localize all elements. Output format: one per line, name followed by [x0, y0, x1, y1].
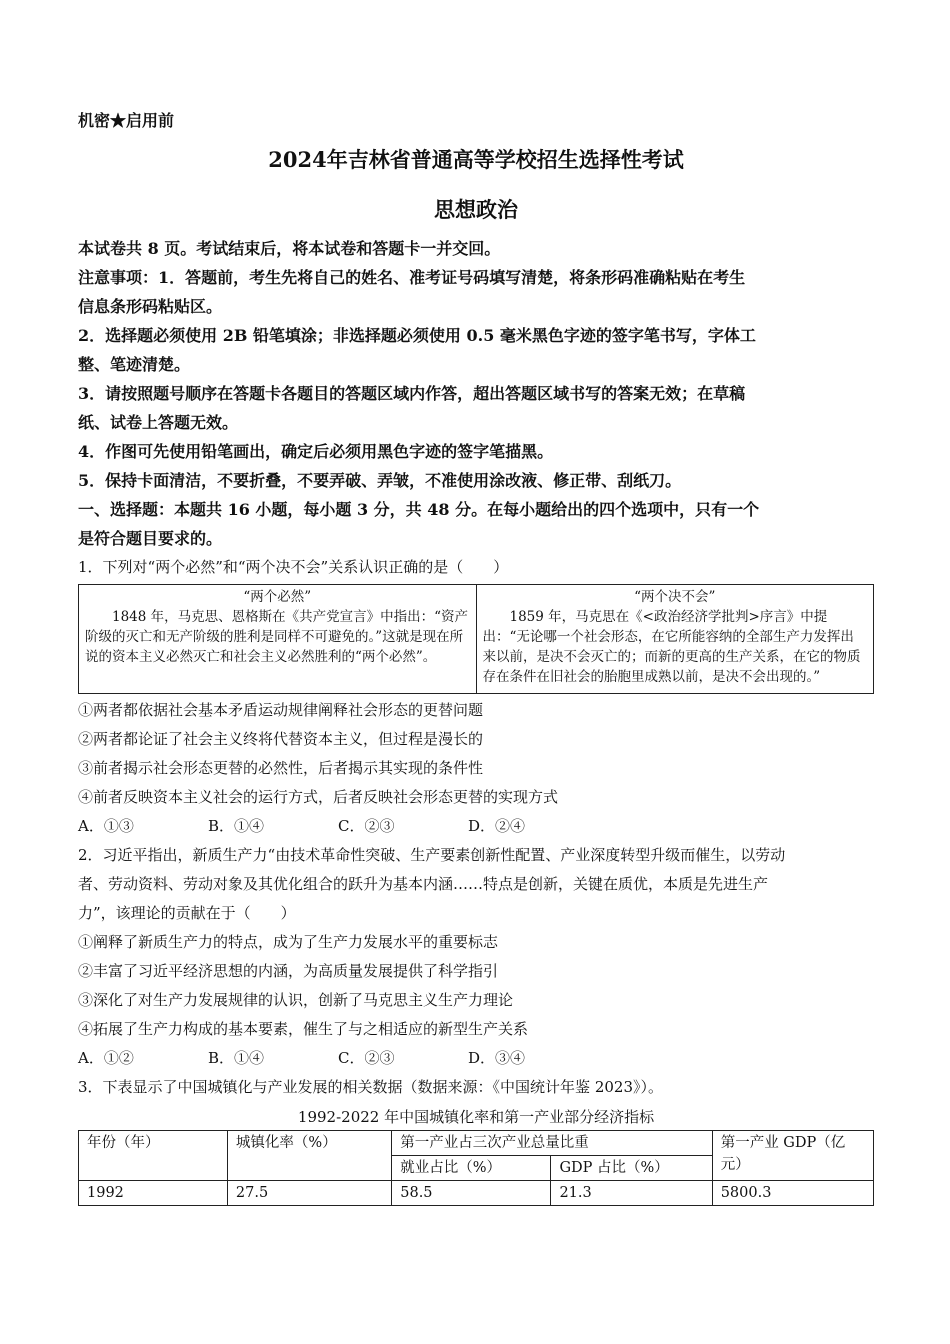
q2-options — [78, 1044, 874, 1073]
q2-statement-3: ③深化了对生产力发展规律的认识，创新了马克思主义生产力理论 — [78, 991, 514, 1009]
q1-right-head: “两个决不会” — [634, 589, 716, 605]
cell-gdp: 5800.3 — [712, 1181, 873, 1206]
q1-quote-table — [78, 584, 874, 694]
section-line-2: 是符合题目要求的。 — [78, 529, 223, 548]
q1-statement-4: ④前者反映资本主义社会的运行方式，后者反映社会形态更替的实现方式 — [78, 788, 559, 806]
q1-left-body: 1848 年，马克思、恩格斯在《共产党宣言》中指出：“资产阶级的灭亡和无产阶级的胜利是同样不可避免的。”这就是现在所说的资本主义必然灭亡和社会主义必然胜利的“两个必然”。 — [85, 609, 469, 665]
exam-title: 2024年吉林省普通高等学校招生选择性考试 — [268, 147, 684, 172]
intro-line: 本试卷共 8 页。考试结束后，将本试卷和答题卡一并交回。 — [78, 239, 501, 258]
q1-left-head: “两个必然” — [243, 589, 312, 605]
q1-option-c[interactable]: C．②③ — [338, 817, 395, 835]
q2-statement-2: ②丰富了习近平经济思想的内涵，为高质量发展提供了科学指引 — [78, 962, 499, 980]
note-1a: 注意事项：1．答题前，考生先将自己的姓名、准考证号码填写清楚，将条形码准确粘贴在考生 — [78, 268, 746, 287]
cell-emp: 58.5 — [392, 1181, 551, 1206]
q2-option-c[interactable]: C．②③ — [338, 1049, 395, 1067]
note-2a: 2．选择题必须使用 2B 铅笔填涂；非选择题必须使用 0.5 毫米黑色字迹的签字笔书写，字体工 — [78, 326, 756, 345]
q1-right-body: 1859 年，马克思在《<政治经济学批判>序言》中提出：“无论哪一个社会形态，在它所能容纳的全部生产力发挥出来以前，是决不会灭亡的；而新的更高的生产关系，在它的物质存在条件在旧社会的胎胞里成熟以前，是决不会出现的。” — [482, 609, 861, 685]
cell-gdpshare: 21.3 — [551, 1181, 712, 1206]
q1-option-b[interactable]: B．①④ — [208, 817, 265, 835]
q2-statement-4: ④拓展了生产力构成的基本要素，催生了与之相适应的新型生产关系 — [78, 1020, 529, 1038]
q2-option-a[interactable]: A．①② — [78, 1049, 134, 1067]
section-line-1: 一、选择题：本题共 16 小题，每小题 3 分，共 48 分。在每小题给出的四个选项中，只有一个 — [78, 500, 760, 519]
th-primary-gdp: 第一产业 GDP（亿元） — [712, 1131, 873, 1181]
q1-stem: 1．下列对“两个必然”和“两个决不会”关系认识正确的是（ ） — [78, 558, 509, 576]
subject-title: 思想政治 — [434, 197, 518, 222]
exam-page — [78, 100, 874, 1206]
q2-statement-1: ①阐释了新质生产力的特点，成为了生产力发展水平的重要标志 — [78, 933, 499, 951]
q1-left-cell — [79, 585, 477, 694]
instructions — [78, 234, 874, 495]
q1-option-d[interactable]: D．②④ — [468, 817, 526, 835]
note-2b: 整、笔迹清楚。 — [78, 355, 191, 374]
cell-year: 1992 — [79, 1181, 228, 1206]
th-primary-share: 第一产业占三次产业总量比重 — [392, 1131, 712, 1156]
note-3b: 纸、试卷上答题无效。 — [78, 413, 239, 432]
note-4: 4．作图可先使用铅笔画出，确定后必须用黑色字迹的签字笔描黑。 — [78, 442, 554, 461]
cell-urban: 27.5 — [227, 1181, 391, 1206]
q3-table-caption: 1992-2022 年中国城镇化率和第一产业部分经济指标 — [297, 1108, 655, 1126]
question-3 — [78, 1073, 874, 1206]
q3-stem: 3．下表显示了中国城镇化与产业发展的相关数据（数据来源：《中国统计年鉴 2023》）。 — [78, 1078, 663, 1096]
th-year: 年份（年） — [79, 1131, 228, 1181]
th-employment-share: 就业占比（%） — [392, 1156, 551, 1181]
note-1b: 信息条形码粘贴区。 — [78, 297, 223, 316]
note-3a: 3．请按照题号顺序在答题卡各题目的答题区域内作答，超出答题区域书写的答案无效；在草稿 — [78, 384, 746, 403]
question-1 — [78, 553, 874, 841]
q2-stem-2: 者、劳动资料、劳动对象及其优化组合的跃升为基本内涵……特点是创新，关键在质优，本质是先进生产 — [78, 875, 769, 893]
question-2 — [78, 841, 874, 1073]
note-5: 5．保持卡面清洁，不要折叠，不要弄破、弄皱，不准使用涂改液、修正带、刮纸刀。 — [78, 471, 682, 490]
q1-right-cell — [476, 585, 874, 694]
q1-statement-1: ①两者都依据社会基本矛盾运动规律阐释社会形态的更替问题 — [78, 701, 484, 719]
table-row — [79, 1181, 874, 1206]
confidential-label: 机密★启用前 — [78, 111, 175, 130]
section-heading — [78, 495, 874, 553]
q2-option-d[interactable]: D．③④ — [468, 1049, 526, 1067]
q2-stem-1: 2．习近平指出，新质生产力“由技术革命性突破、生产要素创新性配置、产业深度转型升级而催生，以劳动 — [78, 846, 786, 864]
q1-statement-3: ③前者揭示社会形态更替的必然性，后者揭示其实现的条件性 — [78, 759, 484, 777]
q1-option-a[interactable]: A．①③ — [78, 817, 134, 835]
q2-option-b[interactable]: B．①④ — [208, 1049, 265, 1067]
th-gdp-share: GDP 占比（%） — [551, 1156, 712, 1181]
q1-options — [78, 812, 874, 841]
q2-stem-3: 力”，该理论的贡献在于（ ） — [78, 904, 296, 922]
th-urban-rate: 城镇化率（%） — [227, 1131, 391, 1181]
q1-statement-2: ②两者都论证了社会主义终将代替资本主义，但过程是漫长的 — [78, 730, 484, 748]
q3-data-table — [78, 1130, 874, 1206]
